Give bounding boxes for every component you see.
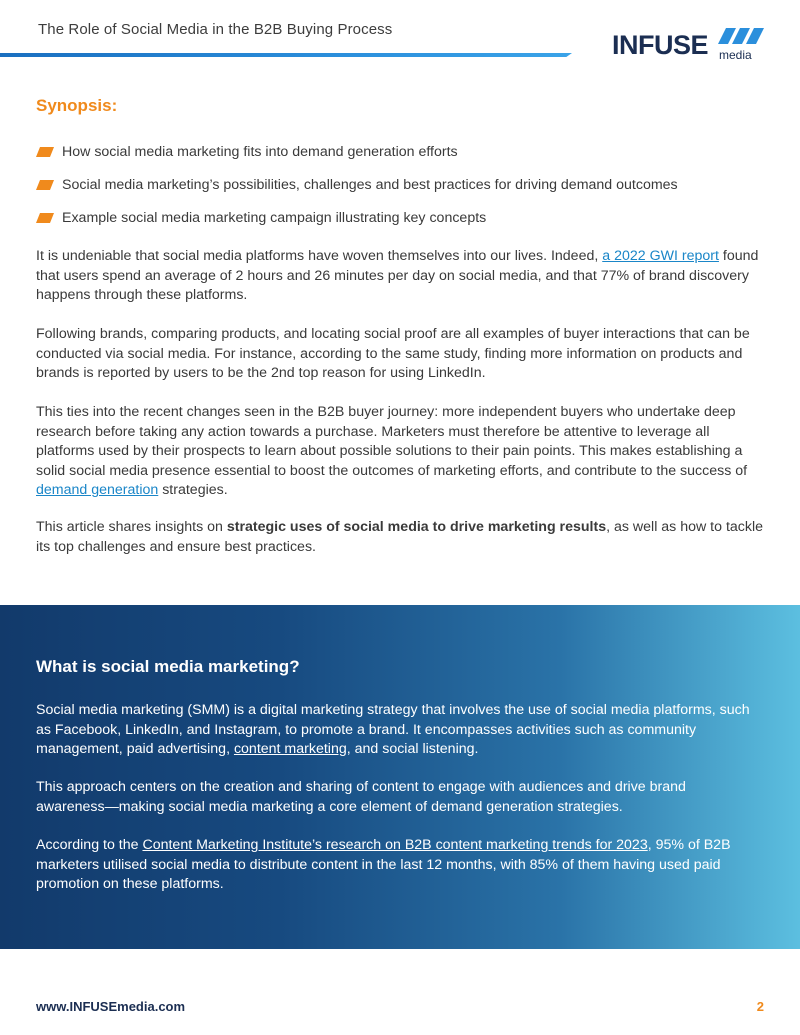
smm-paragraph-2: This approach centers on the creation and sharing of content to engage with audiences and drive brand awareness—making social media marketing a core element of demand generation strategies. bbox=[36, 779, 686, 815]
smm-section-band bbox=[0, 605, 800, 949]
list-item bbox=[36, 175, 776, 208]
bold-text: strategic uses of social media to drive marketing results bbox=[226, 519, 607, 535]
logo-stripes-icon bbox=[716, 28, 772, 46]
text-run: This ties into the recent changes seen in the B2B buyer journey: more independent buyers who undertake deep research before taking any action towards a purchase. Marketers must therefore be attentive to leverage all platforms used by their prospects to learn about possible solutions to their pain points. This makes establishing a solid social media presence essential to boost the outcomes of marketing efforts, and contribute to the success of bbox=[36, 404, 748, 479]
synopsis-item-text: Social media marketing’s possibilities, challenges and best practices for driving demand outcomes bbox=[62, 177, 678, 193]
gwi-report-link[interactable]: a 2022 GWI report bbox=[602, 248, 719, 264]
list-item bbox=[36, 208, 776, 241]
intro-paragraph-3 bbox=[36, 403, 766, 501]
text-run: found that users spend an average of 2 hours and 26 minutes per day on social media, and that 77% of brand discovery happens through these platforms. bbox=[36, 248, 759, 303]
text-run: It is undeniable that social media platforms have woven themselves into our lives. Indeed, bbox=[36, 248, 603, 264]
content-marketing-link[interactable]: content marketing bbox=[233, 741, 347, 757]
logo-wordmark: INFUSE bbox=[612, 30, 709, 60]
intro-paragraph-2: Following brands, comparing products, and locating social proof are all examples of buyer interactions that can be conducted via social media. For instance, according to the same study, finding more information on products and brands is reported by users to be the 2nd top reason for using LinkedIn. bbox=[36, 326, 750, 381]
synopsis-heading: Synopsis: bbox=[36, 96, 118, 115]
logo-subtext: media bbox=[719, 48, 752, 62]
text-run: This article shares insights on bbox=[36, 519, 227, 535]
smm-paragraph-1 bbox=[36, 701, 756, 760]
orange-bullet-icon bbox=[36, 147, 54, 157]
orange-bullet-icon bbox=[36, 213, 54, 223]
text-run: According to the bbox=[36, 837, 143, 853]
orange-bullet-icon bbox=[36, 180, 54, 190]
demand-generation-link[interactable]: demand generation bbox=[36, 482, 159, 498]
infuse-media-logo bbox=[612, 28, 772, 62]
text-run: , as well as how to tackle its top challenges and ensure best practices. bbox=[36, 519, 764, 555]
cmi-research-link[interactable]: Content Marketing Institute’s research on B2B content marketing trends for 2023 bbox=[142, 837, 648, 853]
text-run: , 95% of B2B marketers utilised social media to distribute content in the last 12 months, with 85% of them having used paid promotion on these platforms. bbox=[36, 837, 731, 892]
smm-section-heading: What is social media marketing? bbox=[36, 657, 300, 676]
document-title: The Role of Social Media in the B2B Buying Process bbox=[38, 21, 393, 38]
smm-paragraph-3 bbox=[36, 836, 756, 895]
footer-website: www.INFUSEmedia.com bbox=[36, 999, 186, 1014]
text-run: Social media marketing (SMM) is a digital marketing strategy that involves the use of social media platforms, such as Facebook, LinkedIn, and Instagram, to promote a brand. It encompasses activities such as community management, paid advertising, bbox=[36, 702, 750, 757]
synopsis-item-text: Example social media marketing campaign illustrating key concepts bbox=[62, 210, 487, 226]
synopsis-item-text: How social media marketing fits into demand generation efforts bbox=[62, 144, 458, 160]
synopsis-list bbox=[36, 142, 776, 241]
intro-paragraph-4 bbox=[36, 518, 766, 557]
header-divider bbox=[0, 53, 572, 57]
text-run: strategies. bbox=[158, 482, 228, 498]
intro-paragraph-1 bbox=[36, 247, 766, 306]
list-item bbox=[36, 142, 776, 175]
page-number: 2 bbox=[756, 999, 764, 1014]
text-run: , and social listening. bbox=[346, 741, 479, 757]
